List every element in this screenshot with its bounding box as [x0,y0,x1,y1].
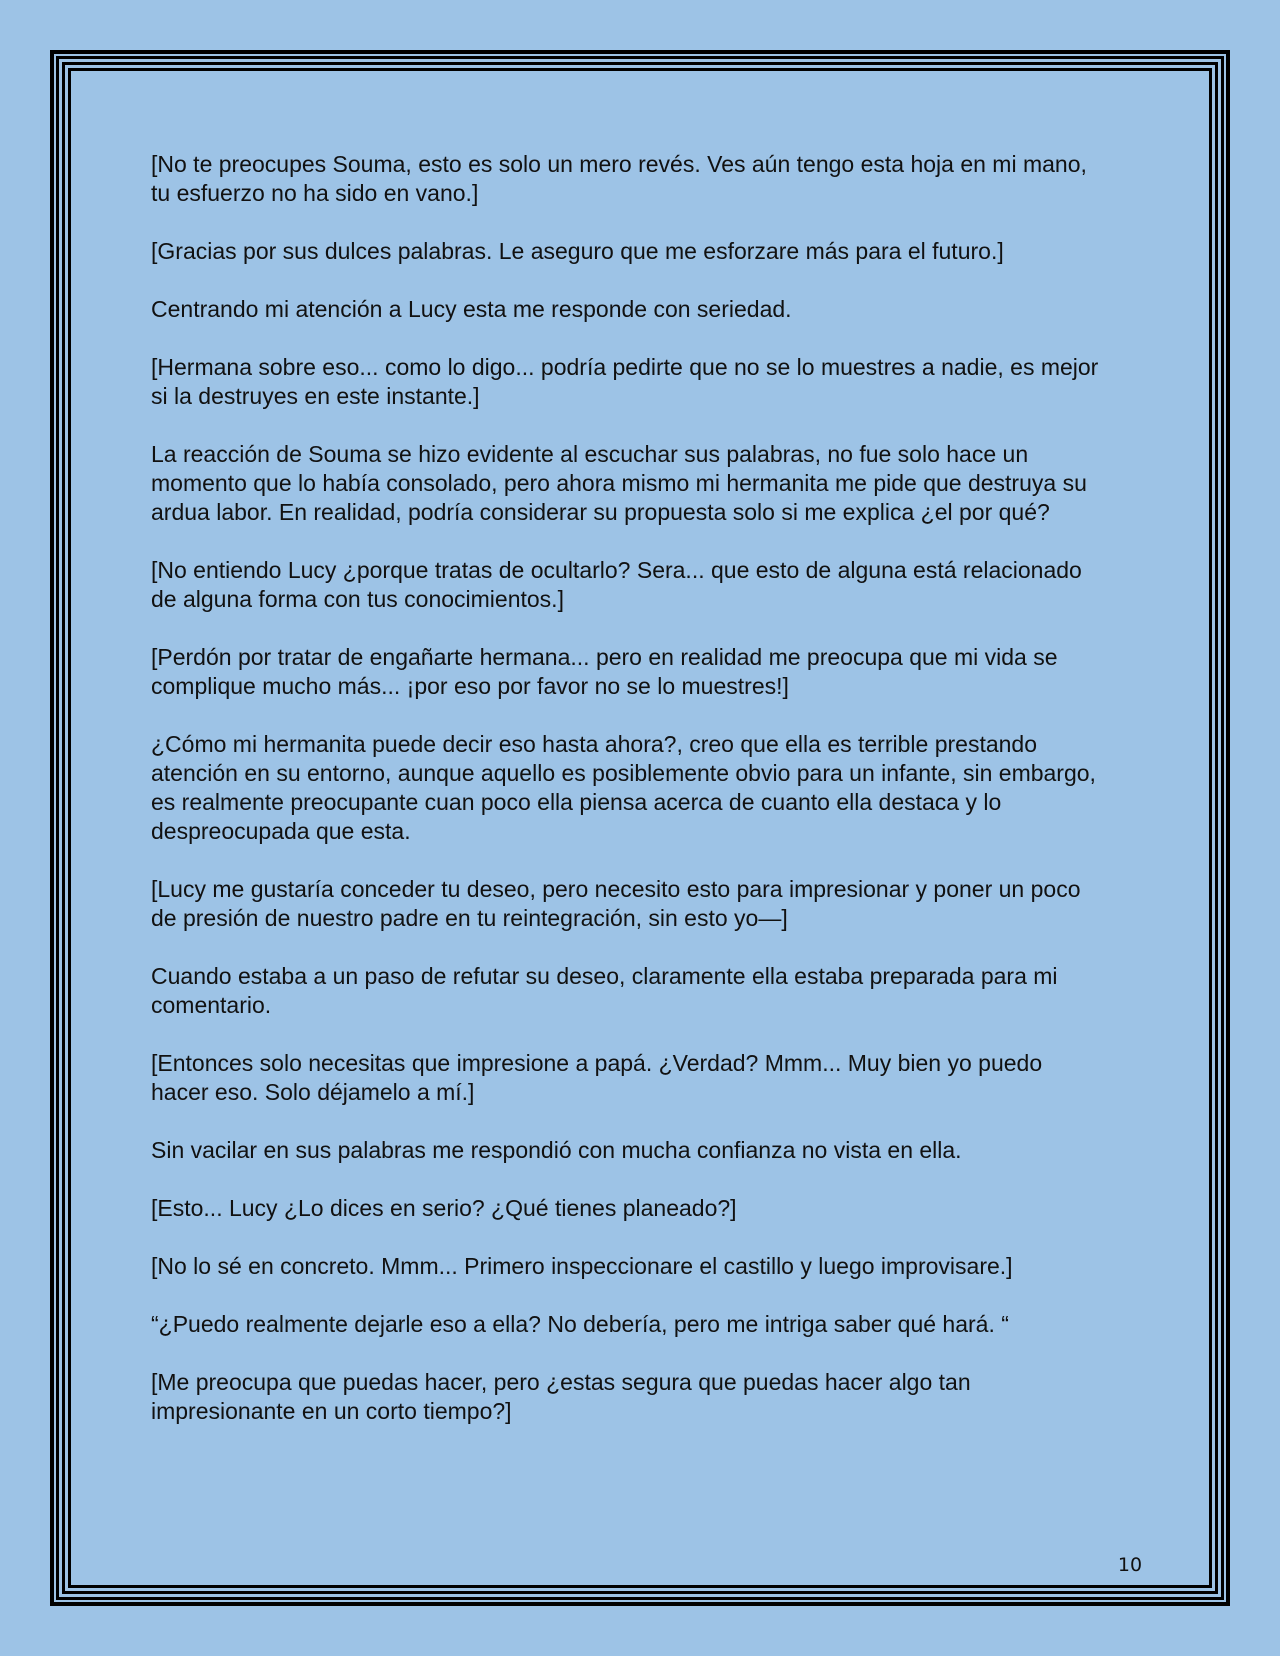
paragraph: [Esto... Lucy ¿Lo dices en serio? ¿Qué tienes planeado?] [151,1195,737,1221]
paragraph: [No entiendo Lucy ¿porque tratas de ocultarlo? Sera... que esto de alguna está relacionado de alguna forma con tus conocimientos.] [151,557,1082,612]
paragraph: Centrando mi atención a Lucy esta me responde con seriedad. [151,296,792,322]
paragraph: ¿Cómo mi hermanita puede decir eso hasta ahora?, creo que ella es terrible prestando atención en su entorno, aunque aquello es posiblemente obvio para un infante, sin embargo, es realmente preocupante cuan poco ella piensa acerca de cuanto ella destaca y lo despreocupada que esta. [151,731,1096,844]
paragraph: [Gracias por sus dulces palabras. Le aseguro que me esforzare más para el futuro.] [151,238,1004,264]
paragraph: [Hermana sobre eso... como lo digo... podría pedirte que no se lo muestres a nadie, es mejor si la destruyes en este instante.] [151,354,1099,409]
paragraph: La reacción de Souma se hizo evidente al escuchar sus palabras, no fue solo hace un momento que lo había consolado, pero ahora mismo mi hermanita me pide que destruya su ardua labor. En realidad, podría considerar su propuesta solo si me explica ¿el por qué? [151,441,1087,525]
paragraph: [Perdón por tratar de engañarte hermana... pero en realidad me preocupa que mi vida se complique mucho más... ¡por eso por favor no se lo muestres!] [151,644,1058,699]
paragraph: “¿Puedo realmente dejarle eso a ella? No debería, pero me intriga saber qué hará. “ [151,1311,1009,1337]
paragraph: [Entonces solo necesitas que impresione a papá. ¿Verdad? Mmm... Muy bien yo puedo hacer eso. Solo déjamelo a mí.] [151,1050,1043,1105]
paragraph: [Me preocupa que puedas hacer, pero ¿estas segura que puedas hacer algo tan impresionante en un corto tiempo?] [151,1369,971,1424]
paragraph: Sin vacilar en sus palabras me respondió con mucha confianza no vista en ella. [151,1137,962,1163]
paragraph: [Lucy me gustaría conceder tu deseo, pero necesito esto para impresionar y poner un poco de presión de nuestro padre en tu reintegración, sin esto yo—] [151,876,1081,931]
paragraph: [No te preocupes Souma, esto es solo un mero revés. Ves aún tengo esta hoja en mi mano, tu esfuerzo no ha sido en vano.] [151,151,1087,206]
page-number: 10 [1117,1554,1143,1576]
paragraph: Cuando estaba a un paso de refutar su deseo, claramente ella estaba preparada para mi comentario. [151,963,1058,1018]
document-body [151,150,1101,1455]
paragraph: [No lo sé en concreto. Mmm... Primero inspeccionare el castillo y luego improvisare.] [151,1253,1013,1279]
